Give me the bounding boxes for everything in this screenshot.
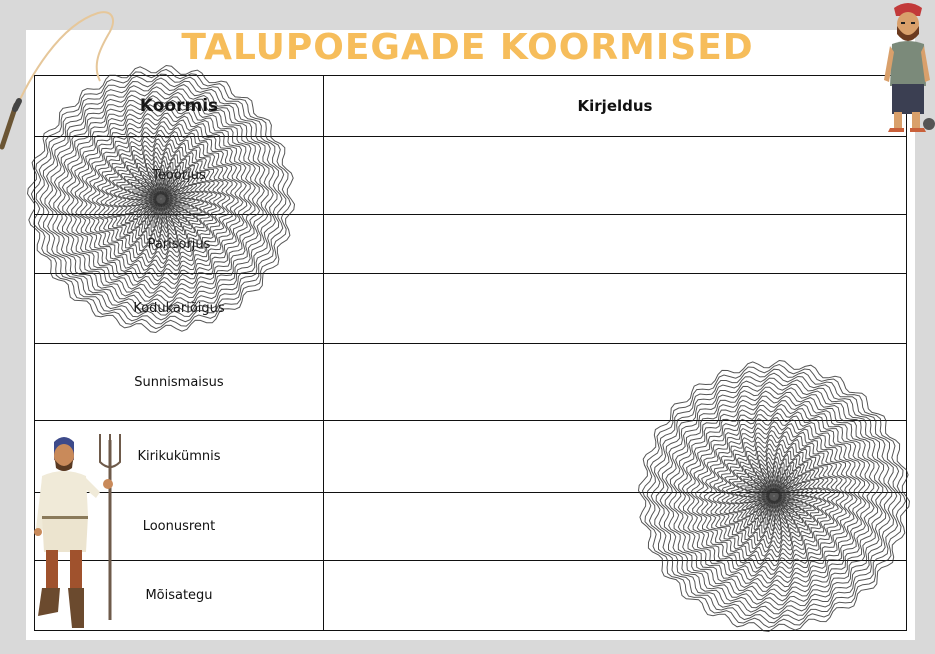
- row-label-kodukarioigus: Kodukariõigus: [35, 274, 324, 344]
- row-label-kirikukymnis: Kirikukümnis: [35, 421, 324, 493]
- worksheet-title: TALUPOEGADE KOORMISED: [181, 27, 754, 68]
- row-label-parisorjus: Parisorjus: [35, 215, 324, 274]
- header-kirjeldus: Kirjeldus: [324, 76, 907, 137]
- moire-spiral-pattern-left: [26, 62, 296, 337]
- description-cell[interactable]: [324, 215, 907, 274]
- description-cell[interactable]: [324, 274, 907, 344]
- row-label-moisategu: Mõisategu: [35, 561, 324, 631]
- moire-spiral-pattern-right: [636, 360, 912, 632]
- description-cell[interactable]: [324, 137, 907, 215]
- row-label-teoorjus: Teoorjus: [35, 137, 324, 215]
- row-label-loonusrent: Loonusrent: [35, 493, 324, 561]
- row-label-sunnismaisus: Sunnismaisus: [35, 344, 324, 421]
- header-koormis: Koormis: [35, 76, 324, 137]
